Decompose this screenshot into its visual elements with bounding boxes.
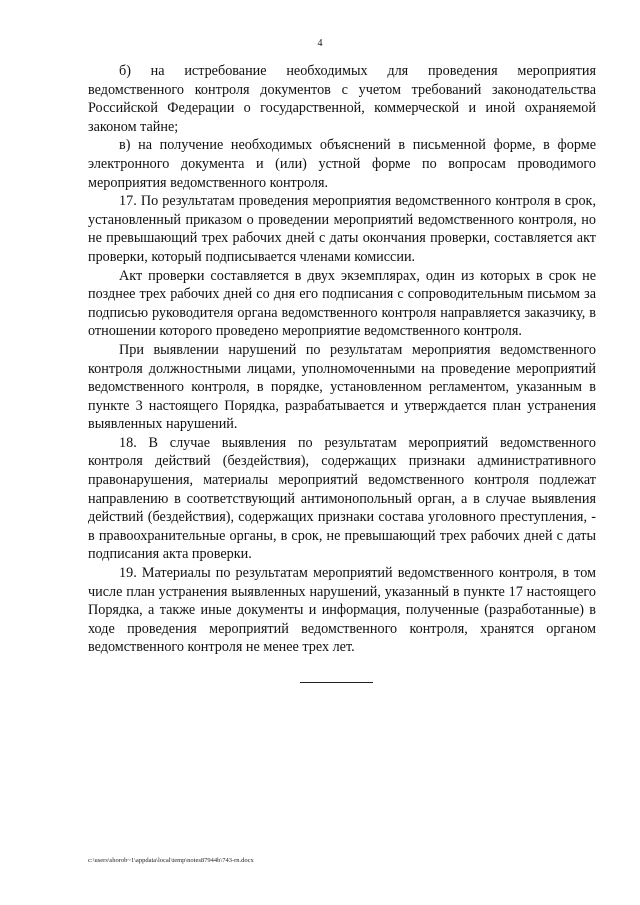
paragraph-item-18: 18. В случае выявления по результатам мероприятий ведомственного контроля действий (бездействия), содержащих признаки административного правонарушения, материалы мероприятий ведомственного контроля подлежат направлению в соответствующий антимонопольный орган, а в случае выявления действий (бездействия), содержащих признаки состава уголовного преступления, - в правоохранительные органы, в срок, не превышающий трех рабочих дней с даты подписания акта проверки. bbox=[88, 434, 596, 563]
paragraph-item-19: 19. Материалы по результатам мероприятий ведомственного контроля, в том числе план устранения выявленных нарушений, указанный в пункте 17 настоящего Порядка, а также иные документы и информация, полученные (разработанные) в ходе проведения мероприятий ведомственного контроля, хранятся органом ведомственного контроля не менее трех лет. bbox=[88, 565, 596, 656]
paragraph-clause-v: в) на получение необходимых объяснений в письменной форме, в форме электронного документа и (или) устной форме по вопросам проводимого мероприятия ведомственного контроля. bbox=[88, 137, 596, 191]
paragraph-item-17: 17. По результатам проведения мероприятия ведомственного контроля в срок, установленный приказом о проведении мероприятий ведомственного контроля, но не превышающий трех рабочих дней с даты окончания проверки, составляется акт проверки, который подписывается членами комиссии. bbox=[88, 193, 596, 265]
footer-file-path: c:\users\shorob~1\appdata\local\temp\notes87944b\743-rn.docx bbox=[88, 857, 254, 864]
paragraph-clause-b: б) на истребование необходимых для проведения мероприятия ведомственного контроля документов с учетом требований законодательства Российской Федерации о государственной, коммерческой и иной охраняемой законом тайне; bbox=[88, 63, 596, 135]
page-number: 4 bbox=[317, 38, 323, 49]
paragraph-violations-plan: При выявлении нарушений по результатам мероприятия ведомственного контроля должностными лицами, уполномоченными на проведение мероприятий ведомственного контроля, в порядке, установленном регламентом, указанным в пункте 3 настоящего Порядка, разрабатывается и утверждается план устранения выявленных нарушений. bbox=[88, 341, 596, 433]
paragraph-act-copies: Акт проверки составляется в двух экземплярах, один из которых в срок не позднее трех рабочих дней со дня его подписания с сопроводительным письмом за подписью руководителя органа ведомственного контроля направляется заказчику, в отношении которого проведено мероприятие ведомственного контроля. bbox=[88, 267, 596, 340]
end-of-document-rule bbox=[300, 682, 373, 683]
document-body bbox=[88, 62, 596, 657]
